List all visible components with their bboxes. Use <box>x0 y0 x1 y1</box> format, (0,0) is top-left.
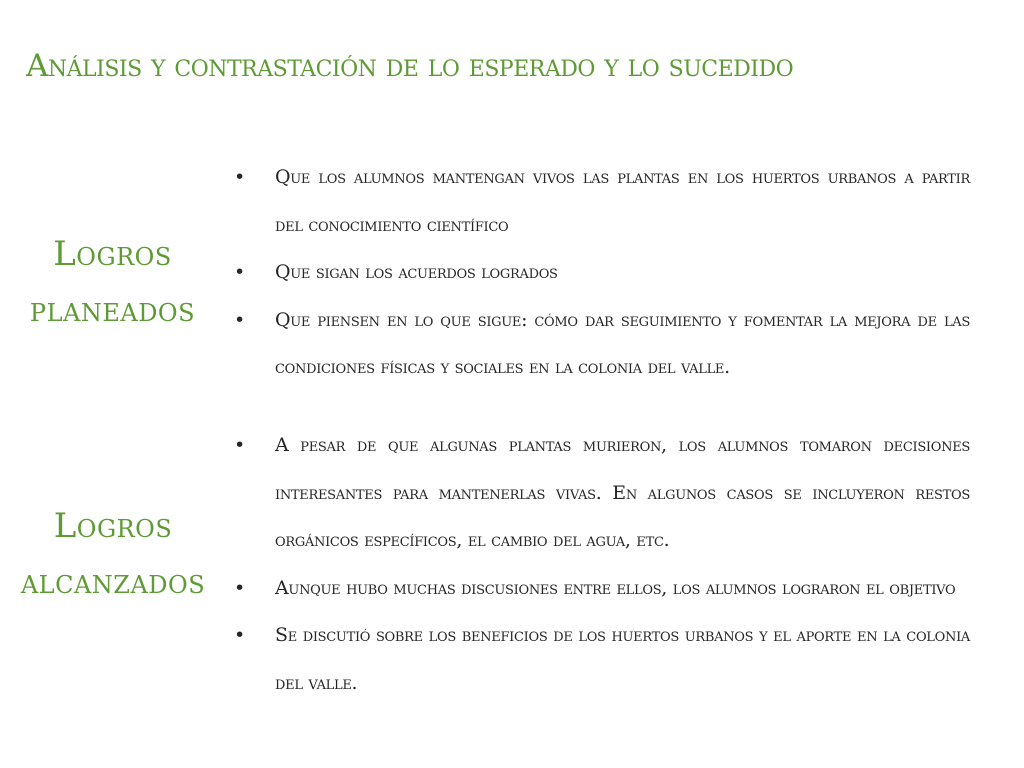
achieved-achievements-label <box>18 498 208 610</box>
planned-label-line-1: Logros <box>53 234 172 274</box>
list-item: • Aunque hubo muchas discusiones entre ellos, los alumnos lograron el objetivo <box>232 565 970 613</box>
planned-achievements-list <box>232 154 970 392</box>
list-item: • Que piensen en lo que sigue: cómo dar seguimiento y fomentar la mejora de las condiciones físicas y sociales en la colonia del valle. <box>232 297 970 392</box>
list-item: • A pesar de que algunas plantas murieron, los alumnos tomaron decisiones interesantes para mantenerlas vivas. En algunos casos se incluyeron restos orgánicos específicos, el cambio del agua, etc. <box>232 422 970 565</box>
achieved-label-line-2: alcanzados <box>20 562 206 602</box>
planned-achievements-label <box>20 226 205 338</box>
achieved-achievements-list <box>232 422 970 707</box>
list-item: • Se discutió sobre los beneficios de los huertos urbanos y el aporte en la colonia del valle. <box>232 612 970 707</box>
planned-label-line-2: planeados <box>29 290 196 330</box>
achieved-label-line-1: Logros <box>53 506 173 546</box>
list-item: • Que los alumnos mantengan vivos las plantas en los huertos urbanos a partir del conocimiento científico <box>232 154 970 249</box>
list-item: • Que sigan los acuerdos logrados <box>232 249 970 297</box>
slide-title: Análisis y contrastación de lo esperado y lo sucedido <box>26 48 794 84</box>
